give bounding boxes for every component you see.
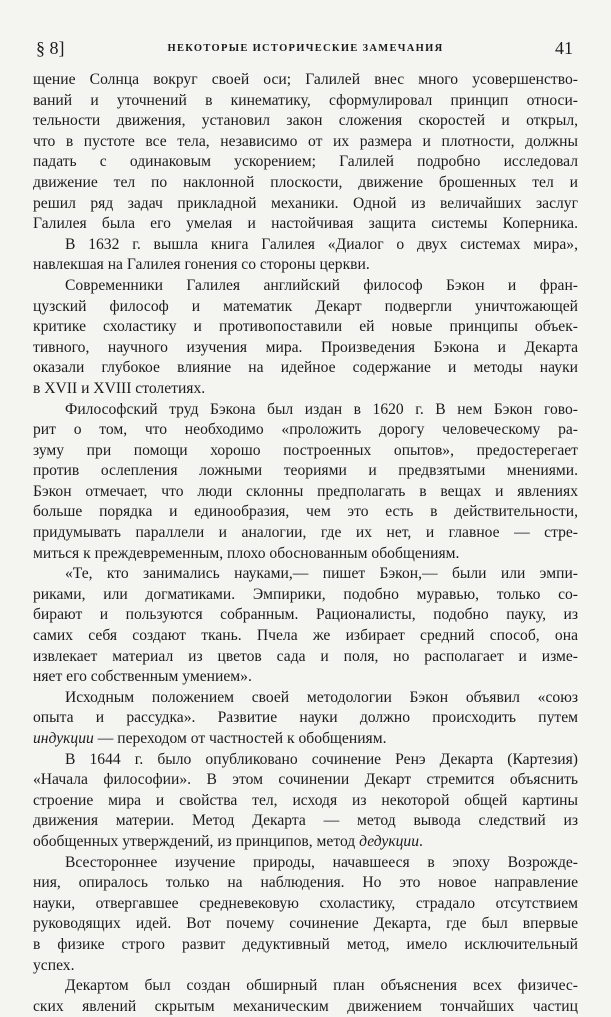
- paragraph: [33, 853, 578, 977]
- running-header: [36, 38, 575, 60]
- text-line: зуму при помощи хорошо построенных опытов», предостерегает: [33, 441, 578, 459]
- italic-term: дедукции: [359, 832, 420, 850]
- text-line: науки, отвергавшее средневековую схоластику, страдало отсутствием: [33, 894, 578, 912]
- text-line: цузский философ и математик Декарт подвергли уничтожающей: [33, 297, 578, 315]
- text-line: «Начала философии». В этом сочинении Декарт стремится объяснить: [33, 771, 578, 789]
- text-line: бирают и пользуются собранным. Рационалисты, подобно пауку, из: [33, 606, 578, 624]
- text-line: рит о том, что необходимо «проложить дорогу человеческому ра-: [33, 421, 578, 439]
- text-fragment: .: [419, 832, 423, 850]
- text-line: Декартом был создан обширный план объяснения всех физичес-: [65, 977, 578, 995]
- italic-term: индукции: [33, 730, 94, 747]
- text-line: больше порядка и единообразия, чем это есть в действительности,: [33, 503, 578, 521]
- text-line: успех.: [33, 956, 75, 974]
- text-line: Философский труд Бэкона был издан в 1620 г. В нем Бэкон гово-: [65, 400, 578, 418]
- text-line: [33, 729, 578, 750]
- section-mark: § 8]: [36, 38, 65, 58]
- paragraph: [33, 400, 578, 565]
- text-line: няет его собственным умением».: [33, 668, 252, 686]
- text-line: Современники Галилея английский философ Бэкон и фран-: [65, 276, 578, 294]
- quotation-paragraph: [33, 564, 578, 688]
- text-line: что в пустоте все тела, независимо от их размера и плотности, должны: [33, 132, 578, 150]
- text-line: Галилея была его умелая и настойчивая защита системы Коперника.: [33, 215, 578, 233]
- text-line: оказали глубокое влияние на идейное содержание и методы науки: [33, 359, 578, 377]
- paragraph: [33, 688, 578, 750]
- text-line: В 1632 г. вышла книга Галилея «Диалог о двух системах мира»,: [65, 235, 578, 253]
- text-line: ваний и уточнений в кинематику, сформулировал принцип относи-: [33, 91, 578, 109]
- text-line: «Те, кто занимались науками,— пишет Бэкон,— были или эмпи-: [65, 565, 578, 583]
- text-line: миться к преждевременным, плохо обоснованным обобщениям.: [33, 544, 460, 562]
- text-line: Всестороннее изучение природы, начавшееся в эпоху Возрожде-: [65, 853, 578, 871]
- paragraph: [33, 70, 578, 235]
- text-line: падать с одинаковым ускорением; Галилей подробно исследовал: [33, 153, 578, 171]
- text-line: ния, опиралось только на наблюдения. Но это новое направление: [33, 874, 578, 892]
- text-line: опыта и рассудка». Развитие науки должно происходить путем: [33, 709, 578, 727]
- text-line: навлекшая на Галилея гонения со стороны церкви.: [33, 256, 370, 274]
- paragraph: [33, 976, 578, 1017]
- text-line: движения материи. Метод Декарта — метод вывода следствий из: [33, 812, 578, 830]
- text-line: против ослепления ложными теориями и предвзятыми мнениями.: [33, 462, 578, 480]
- page-number: 41: [555, 38, 573, 58]
- text-fragment: обобщенных утверждений, из принципов, метод: [33, 832, 360, 850]
- paragraph: [33, 235, 578, 276]
- text-fragment: — переходом от частностей к обобщениям.: [93, 730, 387, 747]
- text-line: щение Солнца вокруг своей оси; Галилей внес много усовершенство-: [33, 71, 578, 88]
- text-line: самих себя создают ткань. Пчела же избирает средний способ, она: [33, 627, 578, 645]
- text-line: придумывать параллели и аналогии, где их нет, и главное — стре-: [33, 524, 578, 542]
- text-line: решил ряд задач прикладной механики. Одной из величайших заслуг: [33, 194, 578, 212]
- text-line: строение мира и свойства тел, исходя из некоторой общей картины: [33, 791, 578, 809]
- text-line: движение тел по наклонной плоскости, движение брошенных тел и: [33, 173, 578, 191]
- text-line: извлекает материал из цветов сада и поля, но располагает и изме-: [33, 647, 578, 665]
- text-line: Бэкон отмечает, что люди склонны предполагать в вещах и явлениях: [33, 482, 578, 500]
- paragraph: [33, 750, 578, 853]
- running-title: НЕКОТОРЫЕ ИСТОРИЧЕСКИЕ ЗАМЕЧАНИЯ: [167, 43, 444, 54]
- text-line: в физике строго развит дедуктивный метод, имело исключительный: [33, 935, 578, 953]
- text-line: руководящих идей. Вот почему сочинение Декарта, где был впервые: [33, 915, 578, 933]
- text-line: Исходным положением своей методологии Бэкон объявил «союз: [65, 688, 578, 706]
- text-line: тивного, научного изучения мира. Произведения Бэкона и Декарта: [33, 338, 578, 356]
- text-line: [33, 832, 578, 853]
- text-line: в XVII и XVIII столетиях.: [33, 379, 206, 397]
- text-line: В 1644 г. было опубликовано сочинение Ренэ Декарта (Картезия): [65, 750, 578, 768]
- text-line: критике схоластику и противопоставили ей новые принципы объек-: [33, 318, 578, 336]
- body-text: [33, 70, 578, 1017]
- text-line: тельности движения, установил закон сложения скоростей и открыл,: [33, 112, 578, 130]
- text-line: ских явлений скрытым механическим движением тончайших частиц: [33, 997, 578, 1015]
- text-line: риками, или догматиками. Эмпирики, подобно муравью, только со-: [33, 585, 578, 603]
- paragraph: [33, 276, 578, 400]
